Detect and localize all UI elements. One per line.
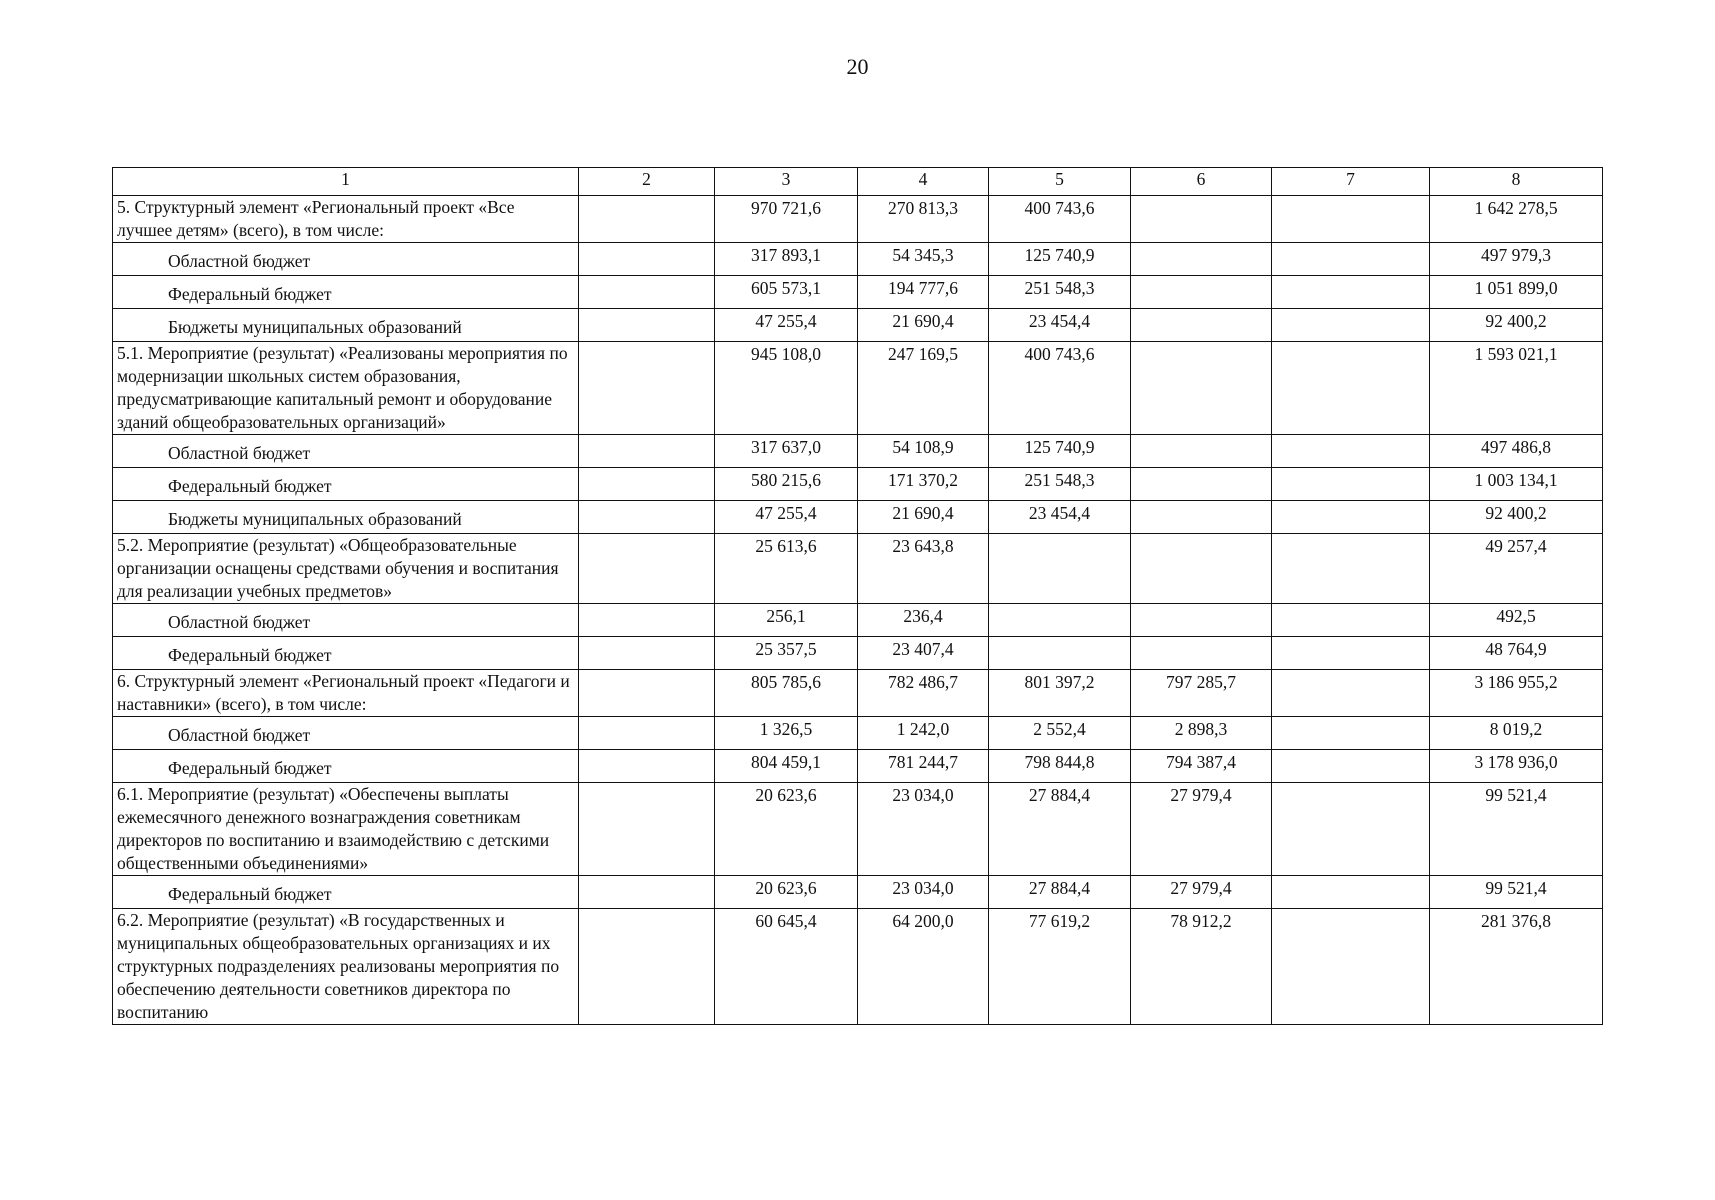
section-row — [113, 670, 1603, 717]
value-cell-col-4: 171 370,2 — [858, 468, 989, 501]
value-cell-col-6 — [1131, 468, 1272, 501]
value-cell-col-5: 27 884,4 — [989, 876, 1131, 909]
value-cell-col-5: 125 740,9 — [989, 435, 1131, 468]
value-cell-col-4: 23 034,0 — [858, 783, 989, 876]
value-cell-col-2 — [579, 909, 715, 1025]
value-cell-col-7 — [1272, 604, 1430, 637]
budget-source-name: Областной бюджет — [113, 243, 579, 276]
section-title: 6.1. Мероприятие (результат) «Обеспечены выплаты ежемесячного денежного вознаграждения советникам директоров по воспитанию и взаимодействию с детскими общественными объединениями» — [113, 783, 579, 876]
value-cell-col-2 — [579, 670, 715, 717]
value-cell-col-8: 3 178 936,0 — [1430, 750, 1603, 783]
value-cell-col-6: 794 387,4 — [1131, 750, 1272, 783]
value-cell-col-3: 20 623,6 — [715, 876, 858, 909]
value-cell-col-6 — [1131, 604, 1272, 637]
value-cell-col-6: 27 979,4 — [1131, 876, 1272, 909]
value-cell-col-3: 1 326,5 — [715, 717, 858, 750]
value-cell-col-6 — [1131, 534, 1272, 604]
value-cell-col-8: 99 521,4 — [1430, 783, 1603, 876]
value-cell-col-5: 400 743,6 — [989, 342, 1131, 435]
section-title: 6.2. Мероприятие (результат) «В государственных и муниципальных общеобразовательных организациях и их структурных подразделениях реализованы мероприятия по обеспечению деятельности советников директора по воспитанию — [113, 909, 579, 1025]
column-number: 1 — [113, 168, 579, 196]
value-cell-col-3: 60 645,4 — [715, 909, 858, 1025]
value-cell-col-7 — [1272, 637, 1430, 670]
value-cell-col-2 — [579, 783, 715, 876]
value-cell-col-8: 48 764,9 — [1430, 637, 1603, 670]
value-cell-col-2 — [579, 750, 715, 783]
value-cell-col-4: 1 242,0 — [858, 717, 989, 750]
value-cell-col-8: 1 593 021,1 — [1430, 342, 1603, 435]
value-cell-col-5: 125 740,9 — [989, 243, 1131, 276]
value-cell-col-7 — [1272, 783, 1430, 876]
budget-source-row — [113, 276, 1603, 309]
value-cell-col-4: 23 643,8 — [858, 534, 989, 604]
value-cell-col-8: 1 003 134,1 — [1430, 468, 1603, 501]
budget-source-row — [113, 604, 1603, 637]
value-cell-col-7 — [1272, 909, 1430, 1025]
budget-source-name: Федеральный бюджет — [113, 276, 579, 309]
value-cell-col-2 — [579, 243, 715, 276]
value-cell-col-5: 77 619,2 — [989, 909, 1131, 1025]
value-cell-col-3: 945 108,0 — [715, 342, 858, 435]
value-cell-col-5: 251 548,3 — [989, 276, 1131, 309]
value-cell-col-6 — [1131, 501, 1272, 534]
section-row — [113, 909, 1603, 1025]
value-cell-col-3: 25 357,5 — [715, 637, 858, 670]
value-cell-col-7 — [1272, 501, 1430, 534]
value-cell-col-2 — [579, 717, 715, 750]
column-number: 2 — [579, 168, 715, 196]
value-cell-col-6 — [1131, 435, 1272, 468]
budget-source-name: Федеральный бюджет — [113, 876, 579, 909]
budget-source-row — [113, 750, 1603, 783]
value-cell-col-5: 2 552,4 — [989, 717, 1131, 750]
value-cell-col-5: 27 884,4 — [989, 783, 1131, 876]
value-cell-col-8: 49 257,4 — [1430, 534, 1603, 604]
column-number: 3 — [715, 168, 858, 196]
value-cell-col-7 — [1272, 876, 1430, 909]
value-cell-col-2 — [579, 501, 715, 534]
value-cell-col-2 — [579, 637, 715, 670]
section-row — [113, 534, 1603, 604]
value-cell-col-8: 492,5 — [1430, 604, 1603, 637]
value-cell-col-5 — [989, 637, 1131, 670]
value-cell-col-6: 27 979,4 — [1131, 783, 1272, 876]
value-cell-col-7 — [1272, 243, 1430, 276]
value-cell-col-7 — [1272, 750, 1430, 783]
value-cell-col-8: 3 186 955,2 — [1430, 670, 1603, 717]
budget-source-row — [113, 309, 1603, 342]
value-cell-col-7 — [1272, 435, 1430, 468]
value-cell-col-3: 970 721,6 — [715, 196, 858, 243]
value-cell-col-2 — [579, 876, 715, 909]
budget-source-name: Областной бюджет — [113, 717, 579, 750]
budget-source-row — [113, 637, 1603, 670]
budget-source-row — [113, 876, 1603, 909]
budget-source-row — [113, 435, 1603, 468]
budget-source-name: Областной бюджет — [113, 435, 579, 468]
value-cell-col-8: 497 979,3 — [1430, 243, 1603, 276]
value-cell-col-3: 47 255,4 — [715, 501, 858, 534]
value-cell-col-8: 281 376,8 — [1430, 909, 1603, 1025]
column-number: 7 — [1272, 168, 1430, 196]
value-cell-col-7 — [1272, 717, 1430, 750]
value-cell-col-5 — [989, 534, 1131, 604]
value-cell-col-6 — [1131, 196, 1272, 243]
section-row — [113, 342, 1603, 435]
value-cell-col-7 — [1272, 342, 1430, 435]
budget-source-row — [113, 501, 1603, 534]
value-cell-col-4: 21 690,4 — [858, 309, 989, 342]
value-cell-col-3: 805 785,6 — [715, 670, 858, 717]
budget-source-name: Бюджеты муниципальных образований — [113, 501, 579, 534]
value-cell-col-6: 78 912,2 — [1131, 909, 1272, 1025]
value-cell-col-2 — [579, 468, 715, 501]
column-number-row — [113, 168, 1603, 196]
value-cell-col-3: 20 623,6 — [715, 783, 858, 876]
column-number: 5 — [989, 168, 1131, 196]
value-cell-col-2 — [579, 309, 715, 342]
value-cell-col-4: 781 244,7 — [858, 750, 989, 783]
value-cell-col-8: 1 642 278,5 — [1430, 196, 1603, 243]
section-title: 6. Структурный элемент «Региональный проект «Педагоги и наставники» (всего), в том числе: — [113, 670, 579, 717]
value-cell-col-5 — [989, 604, 1131, 637]
value-cell-col-3: 580 215,6 — [715, 468, 858, 501]
value-cell-col-8: 8 019,2 — [1430, 717, 1603, 750]
column-number: 8 — [1430, 168, 1603, 196]
value-cell-col-5: 23 454,4 — [989, 309, 1131, 342]
value-cell-col-7 — [1272, 670, 1430, 717]
value-cell-col-4: 194 777,6 — [858, 276, 989, 309]
value-cell-col-3: 317 637,0 — [715, 435, 858, 468]
value-cell-col-7 — [1272, 196, 1430, 243]
budget-source-name: Областной бюджет — [113, 604, 579, 637]
value-cell-col-4: 54 108,9 — [858, 435, 989, 468]
table-body — [113, 196, 1603, 1025]
value-cell-col-2 — [579, 534, 715, 604]
budget-source-row — [113, 243, 1603, 276]
section-title: 5. Структурный элемент «Региональный проект «Все лучшее детям» (всего), в том числе: — [113, 196, 579, 243]
value-cell-col-4: 54 345,3 — [858, 243, 989, 276]
budget-source-name: Федеральный бюджет — [113, 468, 579, 501]
value-cell-col-4: 236,4 — [858, 604, 989, 637]
value-cell-col-5: 801 397,2 — [989, 670, 1131, 717]
value-cell-col-4: 782 486,7 — [858, 670, 989, 717]
value-cell-col-6: 2 898,3 — [1131, 717, 1272, 750]
value-cell-col-4: 247 169,5 — [858, 342, 989, 435]
value-cell-col-6 — [1131, 309, 1272, 342]
value-cell-col-6: 797 285,7 — [1131, 670, 1272, 717]
section-title: 5.1. Мероприятие (результат) «Реализованы мероприятия по модернизации школьных систем образования, предусматривающие капитальный ремонт и оборудование зданий общеобразовательных организаций» — [113, 342, 579, 435]
value-cell-col-4: 23 407,4 — [858, 637, 989, 670]
value-cell-col-4: 270 813,3 — [858, 196, 989, 243]
budget-source-row — [113, 468, 1603, 501]
value-cell-col-2 — [579, 604, 715, 637]
value-cell-col-6 — [1131, 276, 1272, 309]
value-cell-col-8: 497 486,8 — [1430, 435, 1603, 468]
budget-source-name: Федеральный бюджет — [113, 637, 579, 670]
value-cell-col-6 — [1131, 342, 1272, 435]
value-cell-col-3: 317 893,1 — [715, 243, 858, 276]
value-cell-col-4: 21 690,4 — [858, 501, 989, 534]
value-cell-col-6 — [1131, 243, 1272, 276]
value-cell-col-3: 804 459,1 — [715, 750, 858, 783]
column-number: 4 — [858, 168, 989, 196]
value-cell-col-4: 23 034,0 — [858, 876, 989, 909]
value-cell-col-3: 256,1 — [715, 604, 858, 637]
value-cell-col-5: 400 743,6 — [989, 196, 1131, 243]
page-number: 20 — [846, 54, 869, 79]
value-cell-col-5: 251 548,3 — [989, 468, 1131, 501]
value-cell-col-2 — [579, 196, 715, 243]
value-cell-col-8: 99 521,4 — [1430, 876, 1603, 909]
value-cell-col-5: 798 844,8 — [989, 750, 1131, 783]
value-cell-col-7 — [1272, 276, 1430, 309]
value-cell-col-8: 92 400,2 — [1430, 309, 1603, 342]
budget-table — [112, 167, 1603, 1025]
value-cell-col-3: 25 613,6 — [715, 534, 858, 604]
budget-source-row — [113, 717, 1603, 750]
value-cell-col-4: 64 200,0 — [858, 909, 989, 1025]
value-cell-col-7 — [1272, 468, 1430, 501]
value-cell-col-8: 1 051 899,0 — [1430, 276, 1603, 309]
value-cell-col-7 — [1272, 309, 1430, 342]
value-cell-col-2 — [579, 342, 715, 435]
value-cell-col-2 — [579, 276, 715, 309]
value-cell-col-5: 23 454,4 — [989, 501, 1131, 534]
value-cell-col-3: 47 255,4 — [715, 309, 858, 342]
value-cell-col-6 — [1131, 637, 1272, 670]
value-cell-col-8: 92 400,2 — [1430, 501, 1603, 534]
budget-source-name: Бюджеты муниципальных образований — [113, 309, 579, 342]
value-cell-col-3: 605 573,1 — [715, 276, 858, 309]
section-row — [113, 196, 1603, 243]
budget-source-name: Федеральный бюджет — [113, 750, 579, 783]
section-row — [113, 783, 1603, 876]
column-number: 6 — [1131, 168, 1272, 196]
value-cell-col-7 — [1272, 534, 1430, 604]
value-cell-col-2 — [579, 435, 715, 468]
section-title: 5.2. Мероприятие (результат) «Общеобразовательные организации оснащены средствами обучения и воспитания для реализации учебных предметов» — [113, 534, 579, 604]
